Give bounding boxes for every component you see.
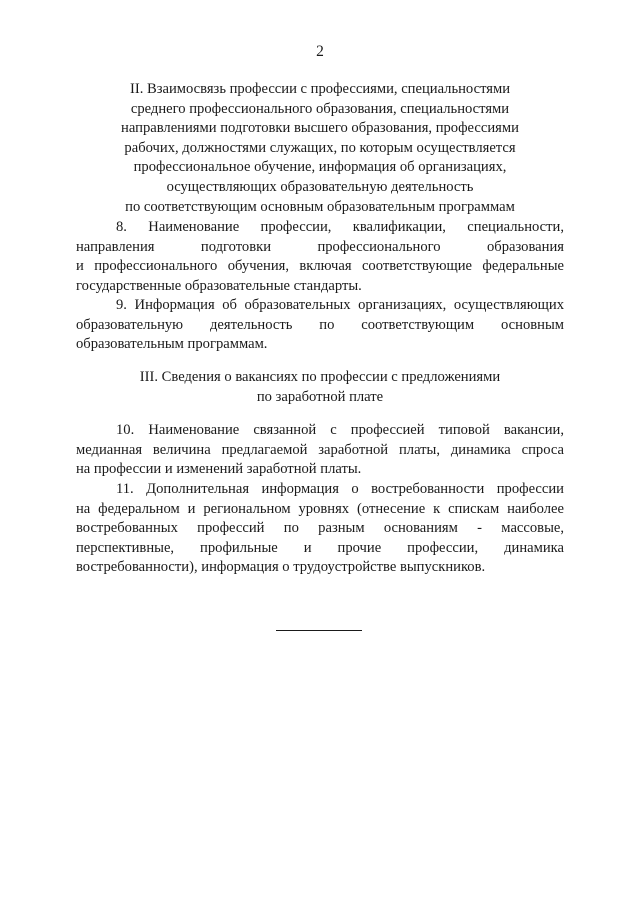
heading-line: рабочих, должностями служащих, по которым осуществляется xyxy=(124,139,516,156)
heading-line: II. Взаимосвязь профессии с профессиями, специальностями xyxy=(129,81,511,97)
paragraph-line: 8. Наименование профессии, квалификации, специальности, xyxy=(116,219,564,235)
heading-line: профессиональное обучение, информация об организациях, xyxy=(133,159,507,176)
paragraph-line: на федеральном и региональном уровнях (отнесение к спискам наиболее xyxy=(76,500,564,517)
paragraph-line: государственные образовательные стандарты. xyxy=(76,277,362,294)
item-11-paragraph xyxy=(76,480,564,578)
paragraph-line: 11. Дополнительная информация о востребованности профессии xyxy=(116,481,564,497)
paragraph-line: на профессии и изменений заработной платы. xyxy=(76,461,362,478)
item-10-paragraph xyxy=(76,421,564,480)
end-of-document-rule xyxy=(276,630,362,631)
item-9-paragraph xyxy=(76,296,564,355)
heading-line: III. Сведения о вакансиях по профессии с предложениями xyxy=(139,369,501,385)
document-page xyxy=(76,0,564,905)
paragraph-line: образовательным программам. xyxy=(76,336,268,353)
paragraph-line: направления подготовки профессионального образования xyxy=(76,238,564,255)
section-2-heading xyxy=(76,80,564,217)
heading-line: по заработной плате xyxy=(256,388,384,405)
paragraph-line: медианная величина предлагаемой заработной платы, динамика спроса xyxy=(76,441,564,458)
paragraph-line: 10. Наименование связанной с профессией типовой вакансии, xyxy=(116,422,564,438)
paragraph-line: востребованности), информация о трудоустройстве выпускников. xyxy=(76,559,486,576)
heading-line: направлениями подготовки высшего образования, профессиями xyxy=(121,120,519,137)
paragraph-line: 9. Информация об образовательных организациях, осуществляющих xyxy=(116,297,564,313)
paragraph-line: востребованных профессий по разным основаниям - массовые, xyxy=(76,520,564,537)
heading-line: среднего профессионального образования, специальностями xyxy=(130,100,510,117)
section-3-heading xyxy=(76,368,564,407)
paragraph-line: перспективные, профильные и прочие профессии, динамика xyxy=(76,539,564,556)
paragraph-line: образовательную деятельность по соответствующим основным xyxy=(76,316,564,333)
paragraph-line: и профессионального обучения, включая соответствующие федеральные xyxy=(76,258,564,275)
heading-line: по соответствующим основным образовательным программам xyxy=(125,198,515,215)
heading-line: осуществляющих образовательную деятельность xyxy=(166,178,474,195)
item-8-paragraph xyxy=(76,218,564,296)
page-number: 2 xyxy=(316,43,324,60)
